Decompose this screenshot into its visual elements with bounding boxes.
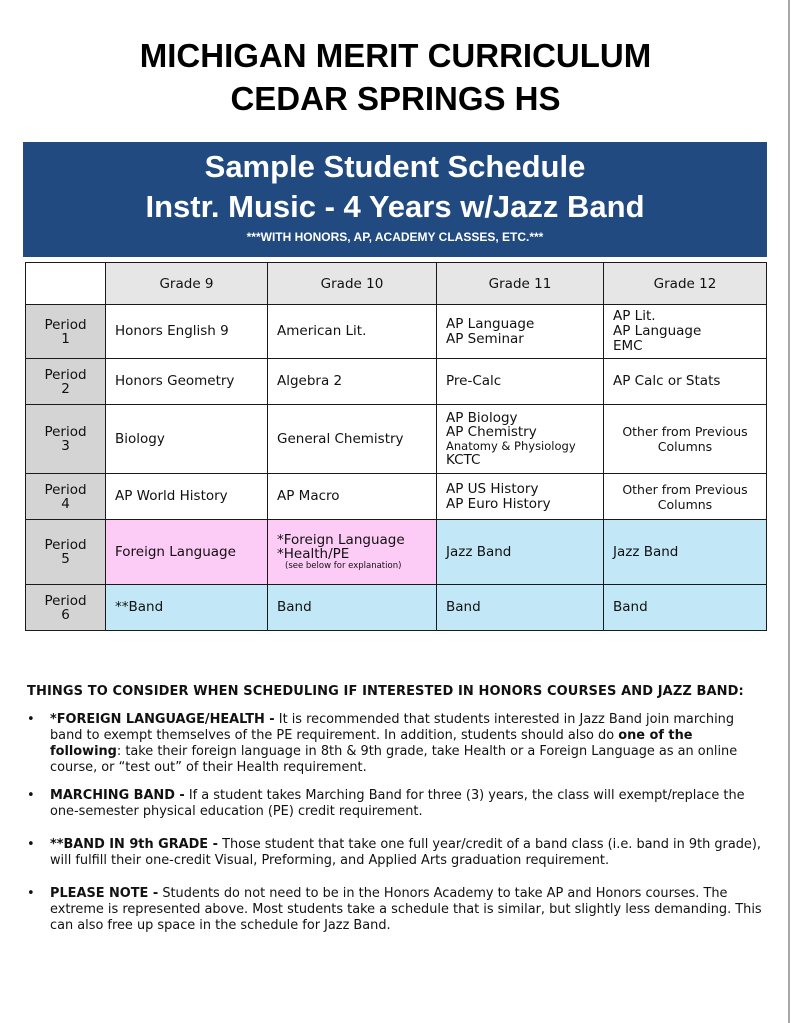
course-cell (268, 405, 437, 474)
column-header-grade-12: Grade 12 (604, 263, 767, 305)
course-name: Biology (115, 430, 165, 447)
title-line-1: MICHIGAN MERIT CURRICULUM (139, 37, 652, 74)
document-title (0, 34, 791, 120)
course-name: Pre-Calc (446, 373, 502, 389)
course-name: Jazz Band (613, 543, 679, 560)
course-cell (437, 405, 604, 474)
course-name: AP Macro (277, 488, 340, 504)
course-name: Band (613, 599, 648, 615)
course-name: Foreign Language (115, 543, 236, 560)
course-name: EMC (613, 338, 643, 354)
corner-cell (26, 263, 106, 305)
course-name: American Lit. (277, 323, 367, 339)
course-name: AP Lit. (613, 308, 656, 324)
course-cell (604, 474, 767, 520)
course-cell (268, 474, 437, 520)
course-cell (268, 305, 437, 359)
course-name: AP World History (115, 488, 228, 504)
period-label (26, 585, 106, 631)
page-edge-border (788, 0, 790, 1023)
course-cell (106, 585, 268, 631)
course-cell (106, 359, 268, 405)
course-name: Other from Previous (622, 424, 748, 439)
course-name: General Chemistry (277, 430, 404, 447)
item-text: Students do not need to be in the Honors Academy to take AP and Honors courses. The extreme is represented above. Most students take a schedule that is similar, but slightly less demanding. This can also free up space in the schedule for Jazz Band. (50, 886, 762, 933)
list-item (27, 788, 762, 820)
course-name: *Health/PE (277, 545, 350, 562)
course-cell (437, 585, 604, 631)
bullet-icon: • (27, 788, 35, 803)
period-word: Period (44, 366, 87, 383)
course-cell (106, 474, 268, 520)
course-cell (604, 585, 767, 631)
period-number: 3 (61, 438, 70, 454)
course-cell (437, 305, 604, 359)
course-cell (437, 520, 604, 585)
course-name: AP Language (446, 315, 535, 332)
list-item (27, 712, 762, 776)
course-name: Anatomy & Physiology (446, 439, 576, 453)
considerations-list (27, 712, 762, 946)
table-row (26, 474, 767, 520)
bullet-icon: • (27, 886, 35, 901)
schedule-banner (23, 142, 767, 257)
column-header-grade-11: Grade 11 (437, 263, 604, 305)
item-text: Those student that take one full year/credit of a band class (i.e. band in 9th grade), will fulfill their one-credit Visual, Preforming, and Applied Arts graduation requirement. (50, 837, 761, 868)
course-name: Honors English 9 (115, 323, 229, 339)
course-name: Jazz Band (446, 543, 512, 560)
course-name: Band (446, 599, 481, 615)
list-item (27, 837, 762, 869)
course-name: KCTC (446, 452, 481, 468)
item-lead: MARCHING BAND - (50, 788, 185, 803)
item-lead: **BAND IN 9th GRADE - (50, 837, 218, 852)
course-name: *Foreign Language (277, 531, 405, 548)
course-cell (106, 305, 268, 359)
course-cell (268, 585, 437, 631)
course-cell (106, 405, 268, 474)
period-label (26, 520, 106, 585)
course-name: AP Biology (446, 410, 518, 426)
title-line-2: CEDAR SPRINGS HS (230, 80, 561, 117)
course-cell (437, 474, 604, 520)
item-emphasis: one of the following (50, 728, 693, 759)
explanation-note: (see below for explanation) (285, 560, 402, 571)
item-text: It is recommended that students interested in Jazz Band join marching band to exempt themselves of the PE requirement. In addition, students should also do (50, 712, 735, 743)
course-cell (604, 359, 767, 405)
table-row (26, 405, 767, 474)
period-word: Period (44, 316, 87, 333)
course-name: **Band (115, 599, 164, 615)
banner-subtitle: Instr. Music - 4 Years w/Jazz Band (145, 189, 645, 224)
period-word: Period (44, 592, 87, 609)
course-cell (106, 520, 268, 585)
period-label (26, 359, 106, 405)
list-item (27, 886, 762, 934)
course-name: Other from Previous (622, 481, 748, 497)
course-name: Columns (657, 496, 713, 512)
table-row (26, 520, 767, 585)
period-label (26, 305, 106, 359)
item-text: If a student takes Marching Band for three (3) years, the class will exempt/replace the one-semester physical education (PE) credit requirement. (50, 788, 745, 819)
period-word: Period (44, 481, 87, 498)
course-name: AP Seminar (446, 330, 524, 347)
course-name: AP Calc or Stats (613, 373, 721, 389)
course-cell (604, 405, 767, 474)
course-cell (604, 520, 767, 585)
course-name: Algebra 2 (277, 373, 343, 389)
period-number: 4 (61, 495, 70, 512)
period-number: 5 (61, 551, 70, 567)
bullet-icon: • (27, 712, 35, 727)
column-header-grade-9: Grade 9 (106, 263, 268, 305)
course-name: AP Euro History (446, 495, 551, 512)
bullet-icon: • (27, 837, 35, 852)
period-number: 6 (61, 606, 70, 623)
table-row (26, 359, 767, 405)
schedule-table (25, 262, 767, 631)
table-row (26, 305, 767, 359)
course-cell (604, 305, 767, 359)
item-lead: PLEASE NOTE - (50, 886, 159, 901)
course-name: Columns (657, 439, 713, 454)
course-name: AP Chemistry (446, 424, 537, 440)
column-header-grade-10: Grade 10 (268, 263, 437, 305)
course-name: AP US History (446, 480, 539, 497)
period-label (26, 474, 106, 520)
course-name: Band (277, 599, 312, 615)
period-word: Period (44, 537, 87, 553)
table-row (26, 585, 767, 631)
course-name: Honors Geometry (115, 373, 235, 389)
table-header-row (26, 263, 767, 305)
course-name: AP Language (613, 323, 702, 339)
course-cell (268, 520, 437, 585)
banner-title: Sample Student Schedule (204, 149, 586, 184)
item-lead: *FOREIGN LANGUAGE/HEALTH - (50, 712, 275, 727)
period-number: 2 (61, 380, 70, 397)
course-cell (437, 359, 604, 405)
course-cell (268, 359, 437, 405)
period-number: 1 (61, 330, 70, 347)
period-word: Period (44, 424, 87, 440)
period-label (26, 405, 106, 474)
considerations-heading: THINGS TO CONSIDER WHEN SCHEDULING IF INTERESTED IN HONORS COURSES AND JAZZ BAND: (27, 684, 744, 699)
banner-note: ***WITH HONORS, AP, ACADEMY CLASSES, ETC.*** (246, 230, 544, 244)
item-text: : take their foreign language in 8th & 9th grade, take Health or a Foreign Language as an online course, or “test out” of their Health requirement. (50, 744, 738, 775)
